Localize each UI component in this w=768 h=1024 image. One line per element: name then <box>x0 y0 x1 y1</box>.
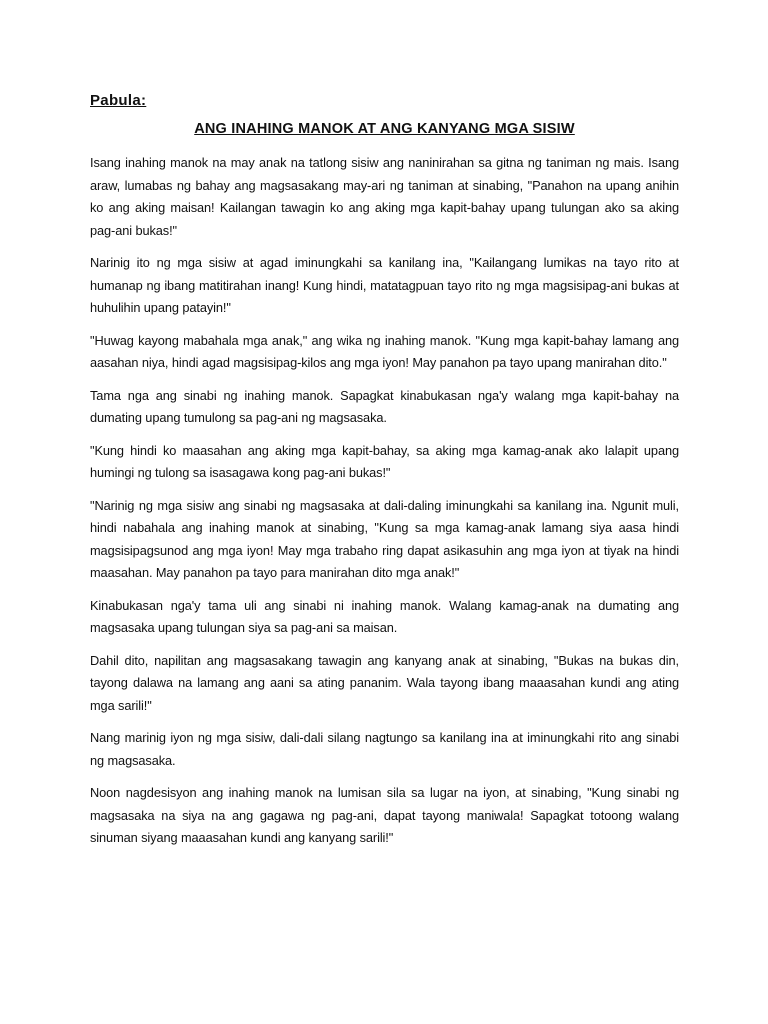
paragraph-3: "Huwag kayong mabahala mga anak," ang wika ng inahing manok. "Kung mga kapit-bahay lamang ang aasahan niya, hindi agad magsisipag-kilos ang mga iyon! May panahon pa tayo upang manirahan dito." <box>90 332 679 370</box>
paragraph-8: Dahil dito, napilitan ang magsasakang tawagin ang kanyang anak at sinabing, "Bukas na bukas din, tayong dalawa na lamang ang aani sa ating pananim. Wala tayong ibang maaasahan kundi ang ating mga sarili!" <box>90 652 679 713</box>
story-title: ANG INAHING MANOK AT ANG KANYANG MGA SISIW <box>194 121 575 137</box>
paragraph-2: Narinig ito ng mga sisiw at agad iminungkahi sa kanilang ina, "Kailangang lumikas na tayo rito at humanap ng ibang matitirahan inang! Kung hindi, matatagpuan tayo rito ng mga magsisipag-ani bukas at huhulihin upang patayin!" <box>90 255 679 315</box>
paragraph-6: "Narinig ng mga sisiw ang sinabi ng magsasaka at dali-daling iminungkahi sa kanilang ina. Ngunit muli, hindi nabahala ang inahing manok at sinabing, "Kung sa mga kamag-anak lamang siya aasa hindi magsisipagsunod ang mga iyon! May mga trabaho ring dapat asikasuhin ang mga iyon at tiyak na hindi maasahan. May panahon pa tayo para manirahan dito mga anak!" <box>90 497 679 580</box>
paragraph-9: Nang marinig iyon ng mga sisiw, dali-dali silang nagtungo sa kanilang ina at iminungkahi rito ang sinabi ng magsasaka. <box>90 730 679 768</box>
genre-label: Pabula: <box>90 92 147 109</box>
paragraph-5: "Kung hindi ko maasahan ang aking mga kapit-bahay, sa aking mga kamag-anak ako lalapit upang humingi ng tulong sa isasagawa kong pag-ani bukas!" <box>90 442 679 480</box>
paragraph-1: Isang inahing manok na may anak na tatlong sisiw ang naninirahan sa gitna ng taniman ng mais. Isang araw, lumabas ng bahay ang magsasakang may-ari ng taniman at sinabing, "Panahon na upang anihin ko ang aking maisan! Kailangan tawagin ko ang aking mga kapit-bahay upang tulungan ako sa aking pag-ani bukas!" <box>90 155 679 238</box>
document-content <box>90 92 679 860</box>
paragraph-4: Tama nga ang sinabi ng inahing manok. Sapagkat kinabukasan nga'y walang mga kapit-bahay na dumating upang tumulong sa pag-ani ng magsasaka. <box>90 387 679 425</box>
paragraph-7: Kinabukasan nga'y tama uli ang sinabi ni inahing manok. Walang kamag-anak na dumating ang magsasaka upang tulungan siya sa pag-ani sa maisan. <box>90 597 679 635</box>
paragraph-10: Noon nagdesisyon ang inahing manok na lumisan sila sa lugar na iyon, at sinabing, "Kung sinabi ng magsasaka na siya na ang gagawa ng pag-ani, dapat tayong maniwala! Sapagkat totoong walang sinuman siyang maaasahan kundi ang kanyang sarili!" <box>90 785 679 845</box>
